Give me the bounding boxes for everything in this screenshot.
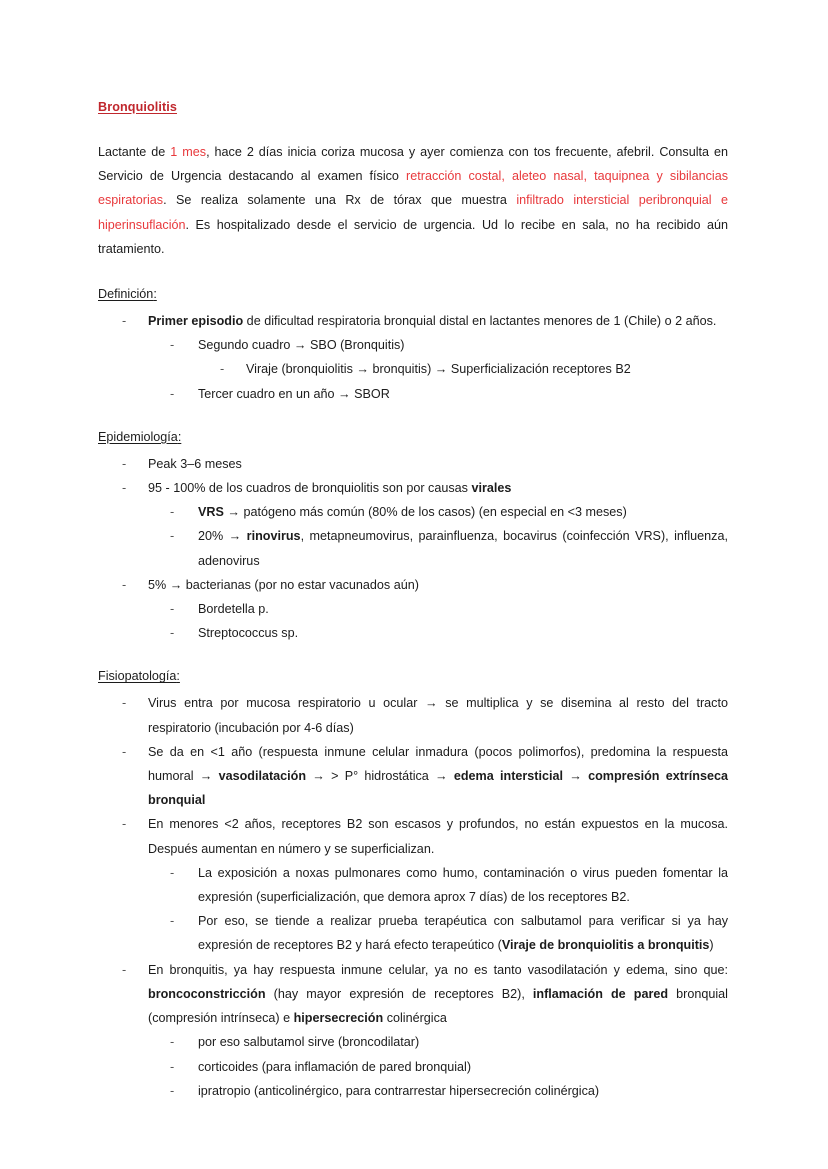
epidemiologia-item-virales <box>148 476 728 500</box>
list-item <box>148 1055 728 1079</box>
section-fisiopatologia <box>98 665 728 1102</box>
fisiopatologia-item-menor-1ano <box>148 740 728 813</box>
section-heading-epidemiologia <box>98 426 728 448</box>
section-heading-definicion-colon: : <box>153 287 157 302</box>
definicion-list-level3 <box>198 357 728 381</box>
epidemiologia-sub-rinovirus <box>198 524 728 572</box>
fisiopatologia-item-bronquitis <box>148 958 728 1031</box>
fisio-b4-p4: colinérgica <box>383 1011 447 1026</box>
epidemiologia-item-virales-bold: virales <box>471 481 512 496</box>
section-epidemiologia <box>98 426 728 646</box>
fisiopatologia-item-receptores-b2: - En menores <2 años, receptores B2 son escasos y profundos, no están expuestos en la mucosa. Después aumentan en número y se superficializan. <box>148 817 728 856</box>
fisio-b4-p2: (hay mayor expresión de receptores B2), <box>265 986 533 1001</box>
case-highlight-exam-findings: retracción costal, aleteo nasal, taquipnea y sibilancias espiratorias <box>98 169 728 208</box>
fisio-trat-ipratropio: - ipratropio (anticolinérgico, para contrarrestar hipersecreción colinérgica) <box>198 1083 600 1098</box>
fisio-sub2-p1: Por eso, se tiende a realizar prueba terapéutica con salbutamol para verificar si ya hay expresión de receptores B2 y hará efecto terapeútico ( <box>198 914 728 953</box>
fisio-b4-p3: bronquial (compresión intrínseca) e <box>148 986 728 1026</box>
fisiopatologia-item-virus-entra: - Virus entra por mucosa respiratorio u ocular → se multiplica y se disemina al resto del tracto respiratorio (incubación por 4-6 días) <box>148 696 728 735</box>
epidemiologia-sub-bordetella: - Bordetella p. <box>198 602 269 617</box>
section-heading-definicion <box>98 283 728 305</box>
fisio-b4-b2: inflamación de pared <box>532 986 669 1001</box>
definicion-sub-1: - Segundo cuadro → SBO (Bronquitis) <box>198 338 405 353</box>
page-title: Bronquiolitis <box>98 100 177 114</box>
list-item <box>98 476 728 573</box>
epidemiologia-list-bacterias <box>148 597 728 645</box>
epidemiologia-item-bacterianas: - 5% → bacterianas (por no estar vacunados aún) <box>148 577 419 592</box>
fisio-trat-corticoides: - corticoides (para inflamación de pared bronquial) <box>198 1059 472 1074</box>
fisio-sub-noxas: - La exposición a noxas pulmonares como humo, contaminación o virus pueden fomentar la expresión (superficialización, que demora aprox 7 días) de los receptores B2. <box>198 865 728 905</box>
fisiopatologia-list-level2 <box>148 861 728 958</box>
case-text-3: . Se realiza solamente una Rx de tórax que muestra <box>163 193 517 208</box>
epidemiologia-item-peak: - Peak 3–6 meses <box>148 456 242 471</box>
fisiopatologia-list-tratamiento <box>148 1030 728 1103</box>
list-item <box>148 621 728 645</box>
title-row <box>98 98 728 140</box>
section-heading-fisiopatologia-label: Fisiopatología <box>98 669 177 684</box>
list-item <box>98 740 728 813</box>
definicion-list-level1 <box>98 309 728 406</box>
case-text-1: Lactante de <box>98 145 171 159</box>
clinical-case-paragraph <box>98 140 728 261</box>
section-heading-epidemiologia-colon: : <box>177 429 182 444</box>
epidemiologia-sub-streptococcus: - Streptococcus sp. <box>198 626 299 641</box>
list-item <box>98 452 728 476</box>
list-item <box>98 573 728 646</box>
case-text-4: . Es hospitalizado desde el servicio de urgencia. Ud lo recibe en sala, no ha recibido aún tratamiento. <box>98 217 728 256</box>
list-item <box>198 357 728 381</box>
list-item <box>148 909 728 957</box>
list-item <box>148 524 728 572</box>
fisio-b2-b2: edema intersticial <box>453 769 563 784</box>
epidemiologia-sub-rinovirus-bold: rinovirus <box>246 529 301 544</box>
fisio-sub-prueba-terapeutica <box>198 909 728 957</box>
section-heading-fisiopatologia <box>98 665 728 687</box>
list-item <box>148 861 728 909</box>
list-item <box>148 382 728 406</box>
fisio-b2-p1: Se da en <1 año (respuesta inmune celular inmadura (pocos polimorfos), predomina la respuesta humoral → <box>148 744 728 784</box>
epidemiologia-sub-vrs-rest: → patógeno más común (80% de los casos) (en especial en <3 meses) <box>223 505 627 520</box>
epidemiologia-item-virales-pre: 95 - 100% de los cuadros de bronquiolitis son por causas <box>148 481 472 496</box>
list-item <box>98 958 728 1103</box>
list-item <box>148 1030 728 1054</box>
epidemiologia-sub-rinovirus-rest: , metapneumovirus, parainfluenza, bocavirus (coinfección VRS), influenza, adenovirus <box>198 529 728 568</box>
fisio-b2-p3: → <box>563 769 589 784</box>
epidemiologia-sub-vrs-bold: VRS <box>198 505 224 520</box>
fisio-sub2-b1: Viraje de bronquiolitis a bronquitis <box>501 938 710 953</box>
definicion-item-1-rest: de dificultad respiratoria bronquial distal en lactantes menores de 1 (Chile) o 2 años. <box>243 314 717 329</box>
section-definicion <box>98 283 728 406</box>
fisiopatologia-list-level1 <box>98 691 728 1102</box>
list-item <box>148 333 728 381</box>
definicion-item-1-bold: Primer episodio <box>148 314 244 329</box>
fisio-b2-b3: compresión extrínseca bronquial <box>148 769 729 808</box>
definicion-sub-2: - Tercer cuadro en un año → SBOR <box>198 386 390 401</box>
list-item <box>98 691 728 739</box>
definicion-list-level2 <box>148 333 728 406</box>
definicion-sub-1-1: - Viraje (bronquiolitis → bronquitis) → Superficialización receptores B2 <box>246 362 631 377</box>
fisio-b4-b1: broncoconstricción <box>148 986 266 1001</box>
list-item <box>98 309 728 406</box>
section-heading-definicion-label: Definición <box>98 287 154 302</box>
case-highlight-xray-findings: infiltrado intersticial peribronquial e hiperinsuflación <box>98 193 728 232</box>
case-text-2: , hace 2 días inicia coriza mucosa y ayer comienza con tos frecuente, afebril. Consulta en Servicio de Urgencia destacando al examen físico <box>98 145 729 184</box>
fisio-b4-p1: En bronquitis, ya hay respuesta inmune celular, ya no es tanto vasodilatación y edema, sino que: <box>148 962 728 977</box>
list-item <box>148 500 728 524</box>
epidemiologia-list-level2 <box>148 500 728 573</box>
list-item <box>148 597 728 621</box>
list-item <box>148 1079 728 1103</box>
fisio-sub2-p2: ) <box>709 938 714 953</box>
fisio-b2-b1: vasodilatación <box>218 769 307 784</box>
case-highlight-age: 1 mes <box>170 145 207 159</box>
section-heading-fisiopatologia-colon: : <box>176 669 180 684</box>
definicion-item-1 <box>148 309 728 333</box>
fisio-b4-b3: hipersecreción <box>293 1011 384 1026</box>
epidemiologia-list-level1 <box>98 452 728 646</box>
fisio-b2-p2: → > P° hidrostática → <box>306 769 454 784</box>
fisio-trat-salbutamol: - por eso salbutamol sirve (broncodilatar) <box>198 1035 420 1050</box>
epidemiologia-sub-vrs <box>198 500 728 524</box>
list-item <box>98 812 728 957</box>
epidemiologia-sub-rinovirus-pre: 20% → <box>198 529 247 544</box>
section-heading-epidemiologia-label: Epidemiología <box>98 429 178 444</box>
